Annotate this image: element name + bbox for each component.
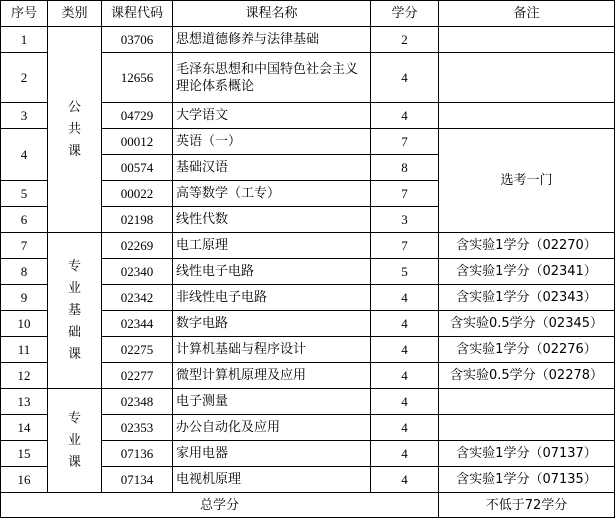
row-code: 02275: [102, 337, 173, 363]
row-name: 线性代数: [173, 207, 371, 233]
row-note: [439, 389, 615, 415]
row-name: 电子测量: [173, 389, 371, 415]
row-credit: 4: [371, 441, 439, 467]
row-name: 思想道德修养与法律基础: [173, 27, 371, 53]
row-no: 15: [1, 441, 48, 467]
category-label: 专业基础课: [67, 258, 81, 362]
row-code: 02353: [102, 415, 173, 441]
row-credit: 4: [371, 337, 439, 363]
row-name: 非线性电子电路: [173, 285, 371, 311]
row-code: 07136: [102, 441, 173, 467]
row-note: [439, 27, 615, 53]
row-note: 含实验1学分（07135）: [439, 467, 615, 493]
header-category: 类别: [48, 1, 102, 27]
row-credit: 3: [371, 207, 439, 233]
header-code: 课程代码: [102, 1, 173, 27]
header-note: 备注: [439, 1, 615, 27]
category-basic: [48, 233, 102, 389]
row-credit: 4: [371, 285, 439, 311]
row-code: 02277: [102, 363, 173, 389]
row-credit: 4: [371, 363, 439, 389]
row-no: 4: [1, 129, 48, 181]
row-name: 计算机基础与程序设计: [173, 337, 371, 363]
row-code: 02198: [102, 207, 173, 233]
row-name: 基础汉语: [173, 155, 371, 181]
row-no: 8: [1, 259, 48, 285]
row-note: [439, 415, 615, 441]
table-row: [1, 389, 615, 415]
row-no: 2: [1, 53, 48, 103]
table-row: [1, 233, 615, 259]
row-note: 含实验1学分（07137）: [439, 441, 615, 467]
row-no: 12: [1, 363, 48, 389]
row-no: 5: [1, 181, 48, 207]
row-note: 含实验1学分（02276）: [439, 337, 615, 363]
row-name: 电工原理: [173, 233, 371, 259]
row-no: 7: [1, 233, 48, 259]
row-name: 大学语文: [173, 103, 371, 129]
row-name: 毛泽东思想和中国特色社会主义理论体系概论: [173, 53, 371, 103]
row-code: 00022: [102, 181, 173, 207]
total-value: 不低于72学分: [439, 493, 615, 518]
header-no: 序号: [1, 1, 48, 27]
row-note: [439, 103, 615, 129]
row-no: 9: [1, 285, 48, 311]
row-credit: 4: [371, 415, 439, 441]
category-label: 公共课: [67, 99, 81, 159]
row-code: 04729: [102, 103, 173, 129]
category-label: 专业课: [67, 410, 81, 470]
row-name: 办公自动化及应用: [173, 415, 371, 441]
row-credit: 4: [371, 103, 439, 129]
row-credit: 4: [371, 311, 439, 337]
row-code: 02340: [102, 259, 173, 285]
row-code: 02344: [102, 311, 173, 337]
row-no: 11: [1, 337, 48, 363]
row-code: 02269: [102, 233, 173, 259]
row-credit: 4: [371, 389, 439, 415]
row-name: 微型计算机原理及应用: [173, 363, 371, 389]
row-note: 含实验1学分（02270）: [439, 233, 615, 259]
row-note: 含实验1学分（02341）: [439, 259, 615, 285]
row-credit: 4: [371, 53, 439, 103]
row-no: 16: [1, 467, 48, 493]
total-row: [1, 493, 615, 518]
category-major: [48, 389, 102, 493]
row-name: 家用电器: [173, 441, 371, 467]
row-code: 00012: [102, 129, 173, 155]
table-row: [1, 27, 615, 53]
total-label: 总学分: [1, 493, 439, 518]
row-no: 1: [1, 27, 48, 53]
row-credit: 7: [371, 129, 439, 155]
category-public: [48, 27, 102, 233]
row-credit: 4: [371, 467, 439, 493]
row-code: 02342: [102, 285, 173, 311]
row-note: 含实验0.5学分（02278）: [439, 363, 615, 389]
row-name: 英语（一）: [173, 129, 371, 155]
header-credit: 学分: [371, 1, 439, 27]
row-note: 含实验1学分（02343）: [439, 285, 615, 311]
row-no: 14: [1, 415, 48, 441]
row-credit: 5: [371, 259, 439, 285]
row-note: 选考一门: [439, 129, 615, 233]
row-no: 6: [1, 207, 48, 233]
row-no: 10: [1, 311, 48, 337]
row-code: 07134: [102, 467, 173, 493]
row-code: 12656: [102, 53, 173, 103]
row-code: 02348: [102, 389, 173, 415]
row-code: 03706: [102, 27, 173, 53]
row-name: 线性电子电路: [173, 259, 371, 285]
row-credit: 7: [371, 181, 439, 207]
header-row: [1, 1, 615, 27]
row-credit: 2: [371, 27, 439, 53]
row-no: 3: [1, 103, 48, 129]
row-note: 含实验0.5学分（02345）: [439, 311, 615, 337]
row-no: 13: [1, 389, 48, 415]
header-name: 课程名称: [173, 1, 371, 27]
row-name: 数字电路: [173, 311, 371, 337]
row-note: [439, 53, 615, 103]
row-credit: 8: [371, 155, 439, 181]
row-code: 00574: [102, 155, 173, 181]
row-name: 电视机原理: [173, 467, 371, 493]
row-credit: 7: [371, 233, 439, 259]
row-name: 高等数学（工专）: [173, 181, 371, 207]
